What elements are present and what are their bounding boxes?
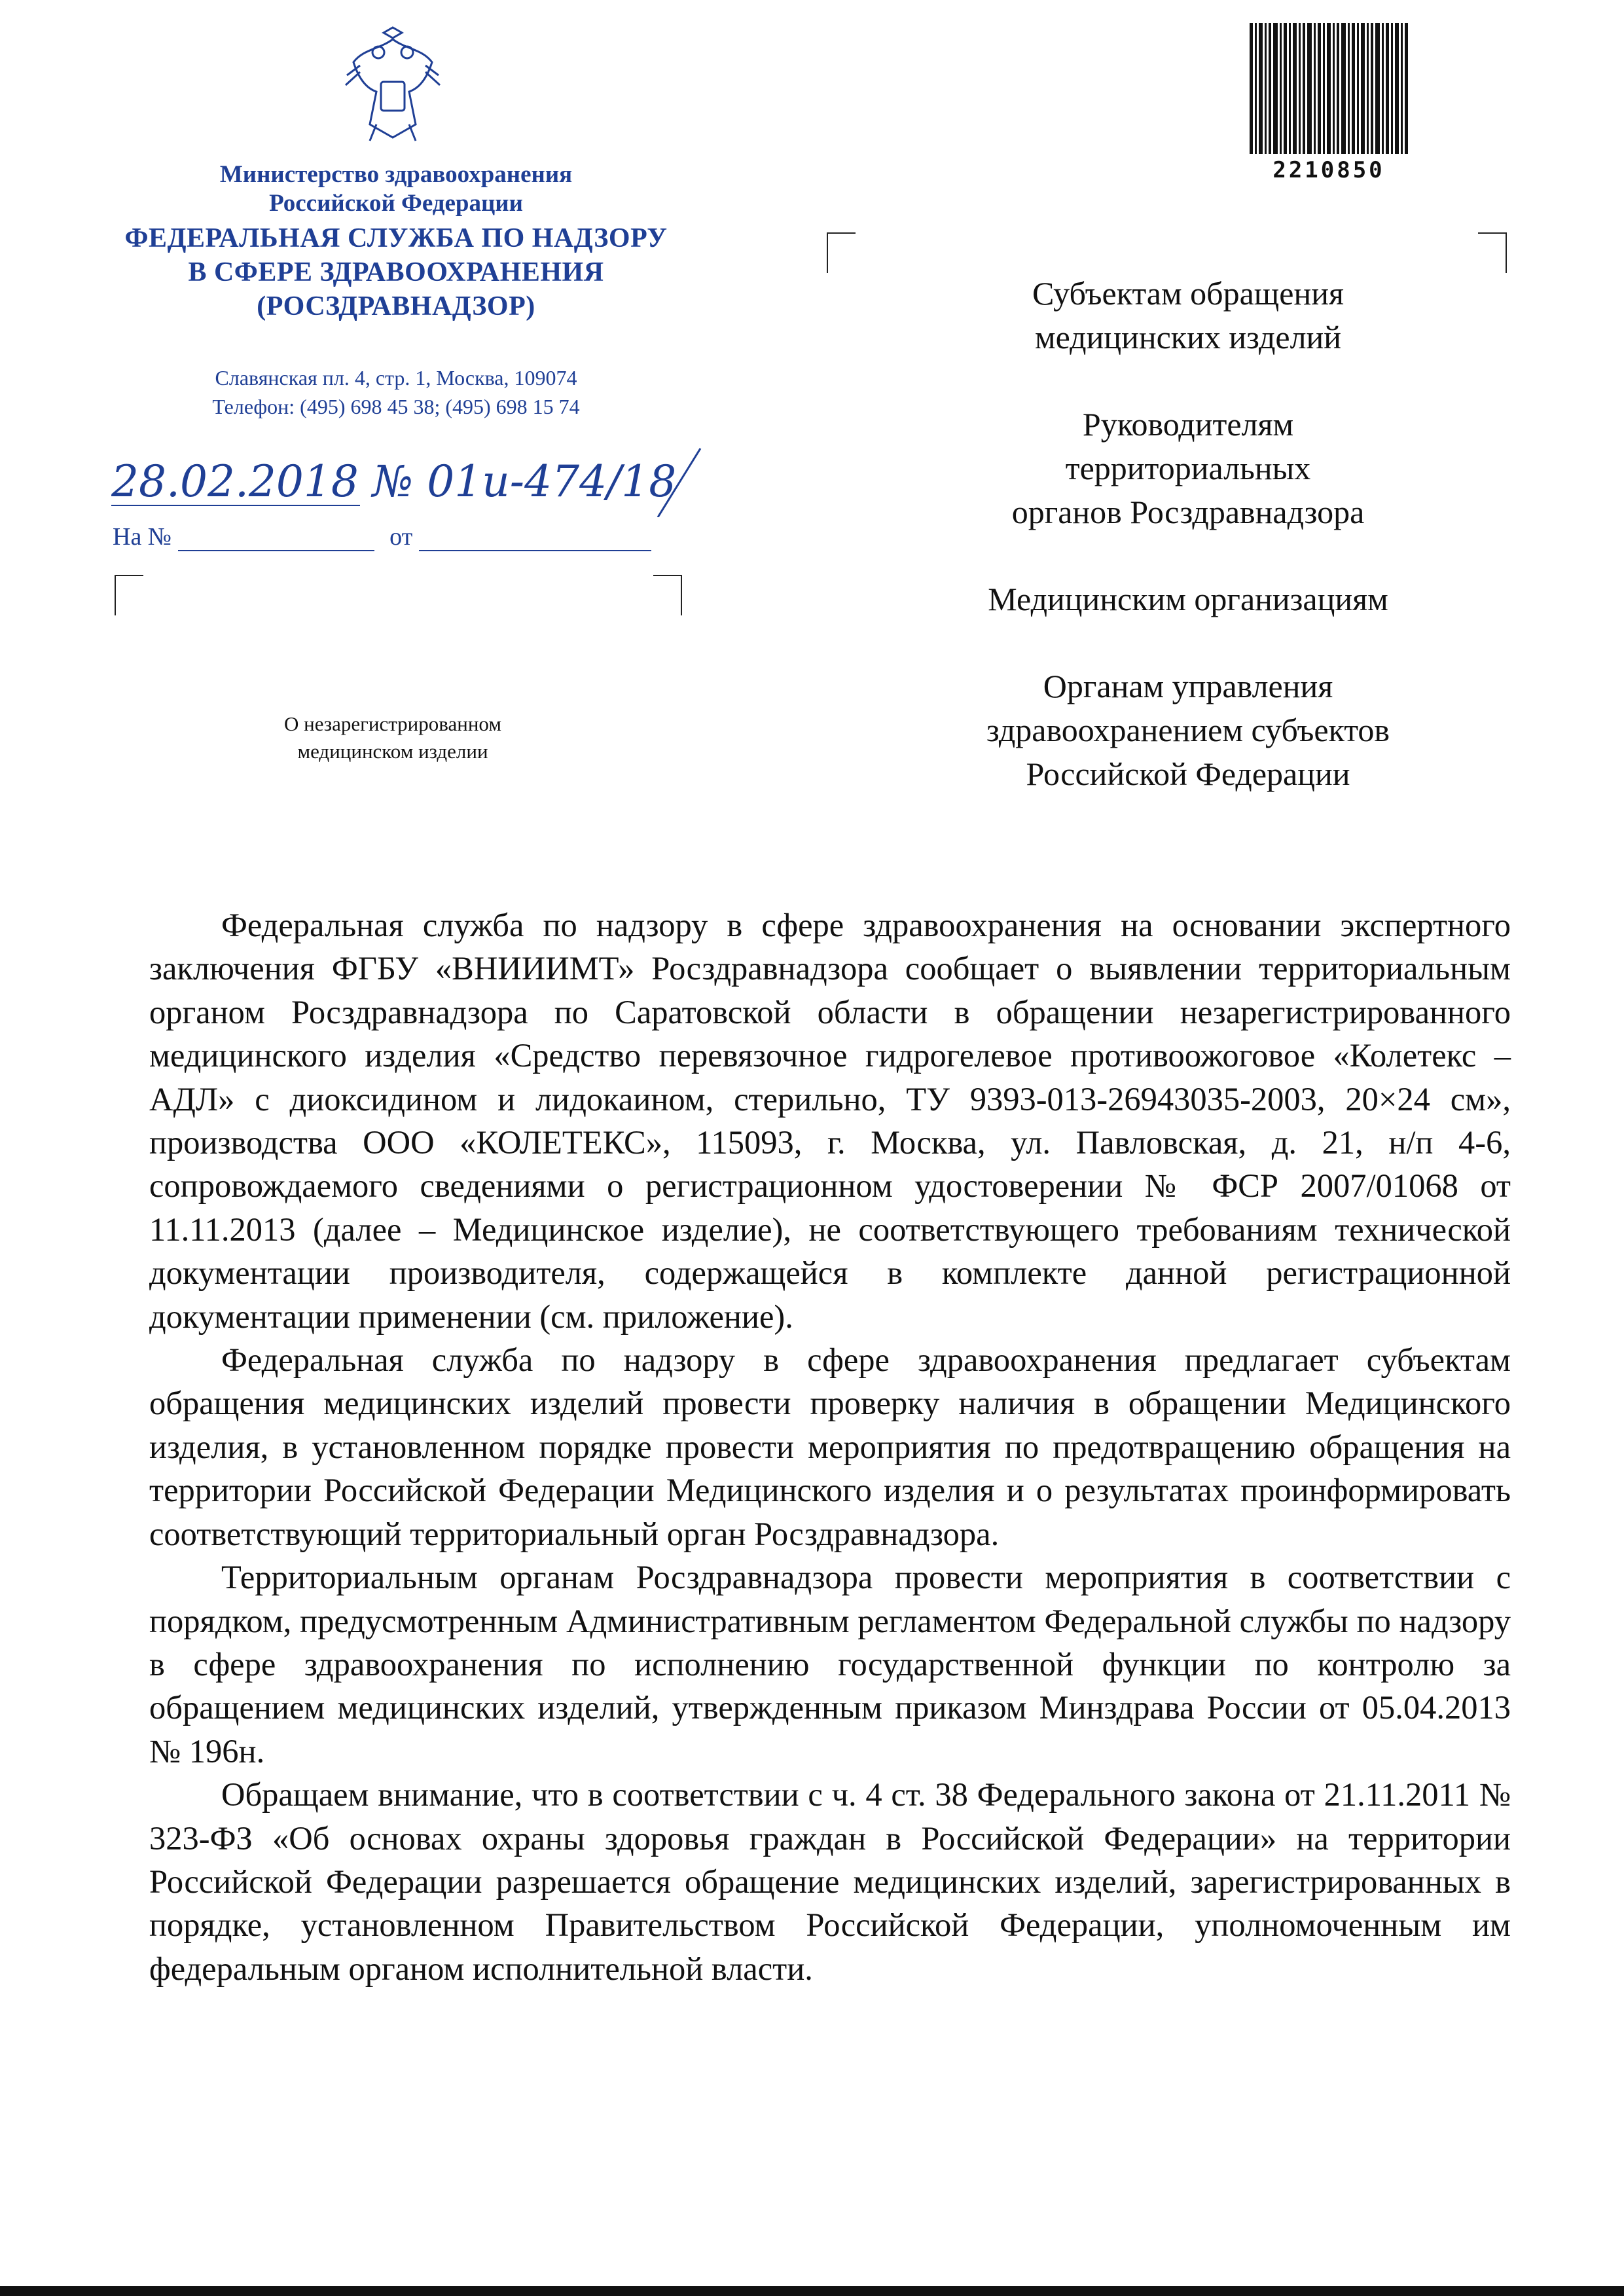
handwritten-registration bbox=[111, 445, 753, 517]
recipient-line: Субъектам обращения bbox=[1032, 275, 1344, 312]
recipient-line: здравоохранением субъектов bbox=[986, 712, 1390, 748]
subject-line bbox=[196, 710, 589, 765]
body-paragraph: Обращаем внимание, что в соответствии с ч. 4 ст. 38 Федерального закона от 21.11.2011 № 323-ФЗ «Об основах охраны здоровья граждан в Российской Федерации» на территории Российской Федерации разрешается обращение медицинских изделий, зарегистрированных в порядке, установленном Правительством Российской Федерации, уполномоченным им федеральным органом исполнительной власти. bbox=[149, 1776, 1511, 1987]
body-paragraph: Федеральная служба по надзору в сфере здравоохранения на основании экспертного заключения ФГБУ «ВНИИИМТ» Росздравнадзора сообщает о выявлении территориальным органом Росздравнадзора по Саратовской области в обращении незарегистрированного медицинского изделия «Средство перевязочное гидрогелевое противоожоговое «Колетекс – АДЛ» с диоксидином и лидокаином, стерильно, ТУ 9393-013-26943035-2003, 20×24 см», производства ООО «КОЛЕТЕКС», 115093, г. Москва, ул. Павловская, д. 21, н/п 4-6, сопровождаемого сведениями о регистрационном удостоверении № ФСР 2007/01068 от 11.11.2013 (далее – Медицинское изделие), не соответствующего требованиям технической документации производителя, содержащейся в комплекте данной регистрационной документации применении (см. приложение). bbox=[149, 907, 1511, 1335]
reply-number-field bbox=[178, 528, 374, 551]
address-line: Славянская пл. 4, стр. 1, Москва, 109074 bbox=[215, 366, 577, 390]
recipient-line: Российской Федерации bbox=[1026, 756, 1350, 792]
address-line: Телефон: (495) 698 45 38; (495) 698 15 74 bbox=[212, 395, 580, 418]
recipients-block bbox=[910, 272, 1466, 839]
recipient-line: органов Росздравнадзора bbox=[1011, 494, 1365, 530]
address-corner-right bbox=[653, 575, 682, 615]
reply-number-label: На № bbox=[113, 523, 172, 551]
recipient-group bbox=[910, 665, 1466, 796]
letter-body bbox=[149, 903, 1511, 1990]
recipient-line: Руководителям bbox=[1082, 406, 1294, 443]
service-line: (РОСЗДРАВНАДЗОР) bbox=[257, 291, 535, 321]
ministry-name bbox=[118, 160, 674, 218]
subject-text: О незарегистрированном bbox=[284, 712, 501, 735]
recipient-corner-right bbox=[1478, 232, 1507, 273]
ministry-line: Министерство здравоохранения bbox=[219, 161, 573, 188]
address-block bbox=[118, 363, 674, 421]
service-line: ФЕДЕРАЛЬНАЯ СЛУЖБА ПО НАДЗОРУ bbox=[124, 223, 668, 253]
recipient-corner-left bbox=[827, 232, 856, 273]
recipient-group bbox=[910, 272, 1466, 359]
registration-number: 28.02.2018 № 01и-474/18 bbox=[111, 456, 677, 507]
barcode-icon bbox=[1247, 23, 1411, 154]
recipient-line: территориальных bbox=[1065, 450, 1311, 486]
recipient-group bbox=[910, 577, 1466, 621]
scan-bottom-edge bbox=[0, 2286, 1624, 2296]
recipient-line: медицинских изделий bbox=[1034, 319, 1342, 355]
recipient-group bbox=[910, 403, 1466, 534]
service-line: В СФЕРЕ ЗДРАВООХРАНЕНИЯ bbox=[188, 257, 604, 287]
subject-text: медицинском изделии bbox=[297, 740, 488, 763]
service-name bbox=[98, 221, 694, 323]
coat-of-arms-icon bbox=[340, 26, 445, 144]
reply-date-label: от bbox=[389, 523, 413, 551]
body-paragraph: Федеральная служба по надзору в сфере здравоохранения предлагает субъектам обращения медицинских изделий провести проверку наличия в обращении Медицинского изделия, в установленном порядке провести мероприятия по предотвращению обращения на территории Российской Федерации Медицинского изделия и о результатах проинформировать соответствующий территориальный орган Росздравнадзора. bbox=[149, 1341, 1511, 1552]
recipient-line: Медицинским организациям bbox=[988, 581, 1388, 617]
ministry-line: Российской Федерации bbox=[269, 190, 523, 217]
reply-date-field bbox=[419, 528, 651, 551]
barcode-number: 2210850 bbox=[1272, 157, 1385, 183]
recipient-line: Органам управления bbox=[1043, 668, 1333, 704]
body-paragraph: Территориальным органам Росздравнадзора провести мероприятия в соответствии с порядком, предусмотренным Административным регламентом Федеральной службы по надзору в сфере здравоохранения по исполнению государственной функции по контролю за обращением медицинских изделий, утвержденным приказом Минздрава России от 05.04.2013 № 196н. bbox=[149, 1559, 1511, 1770]
address-corner-left bbox=[115, 575, 143, 615]
reply-reference-line bbox=[113, 522, 651, 551]
